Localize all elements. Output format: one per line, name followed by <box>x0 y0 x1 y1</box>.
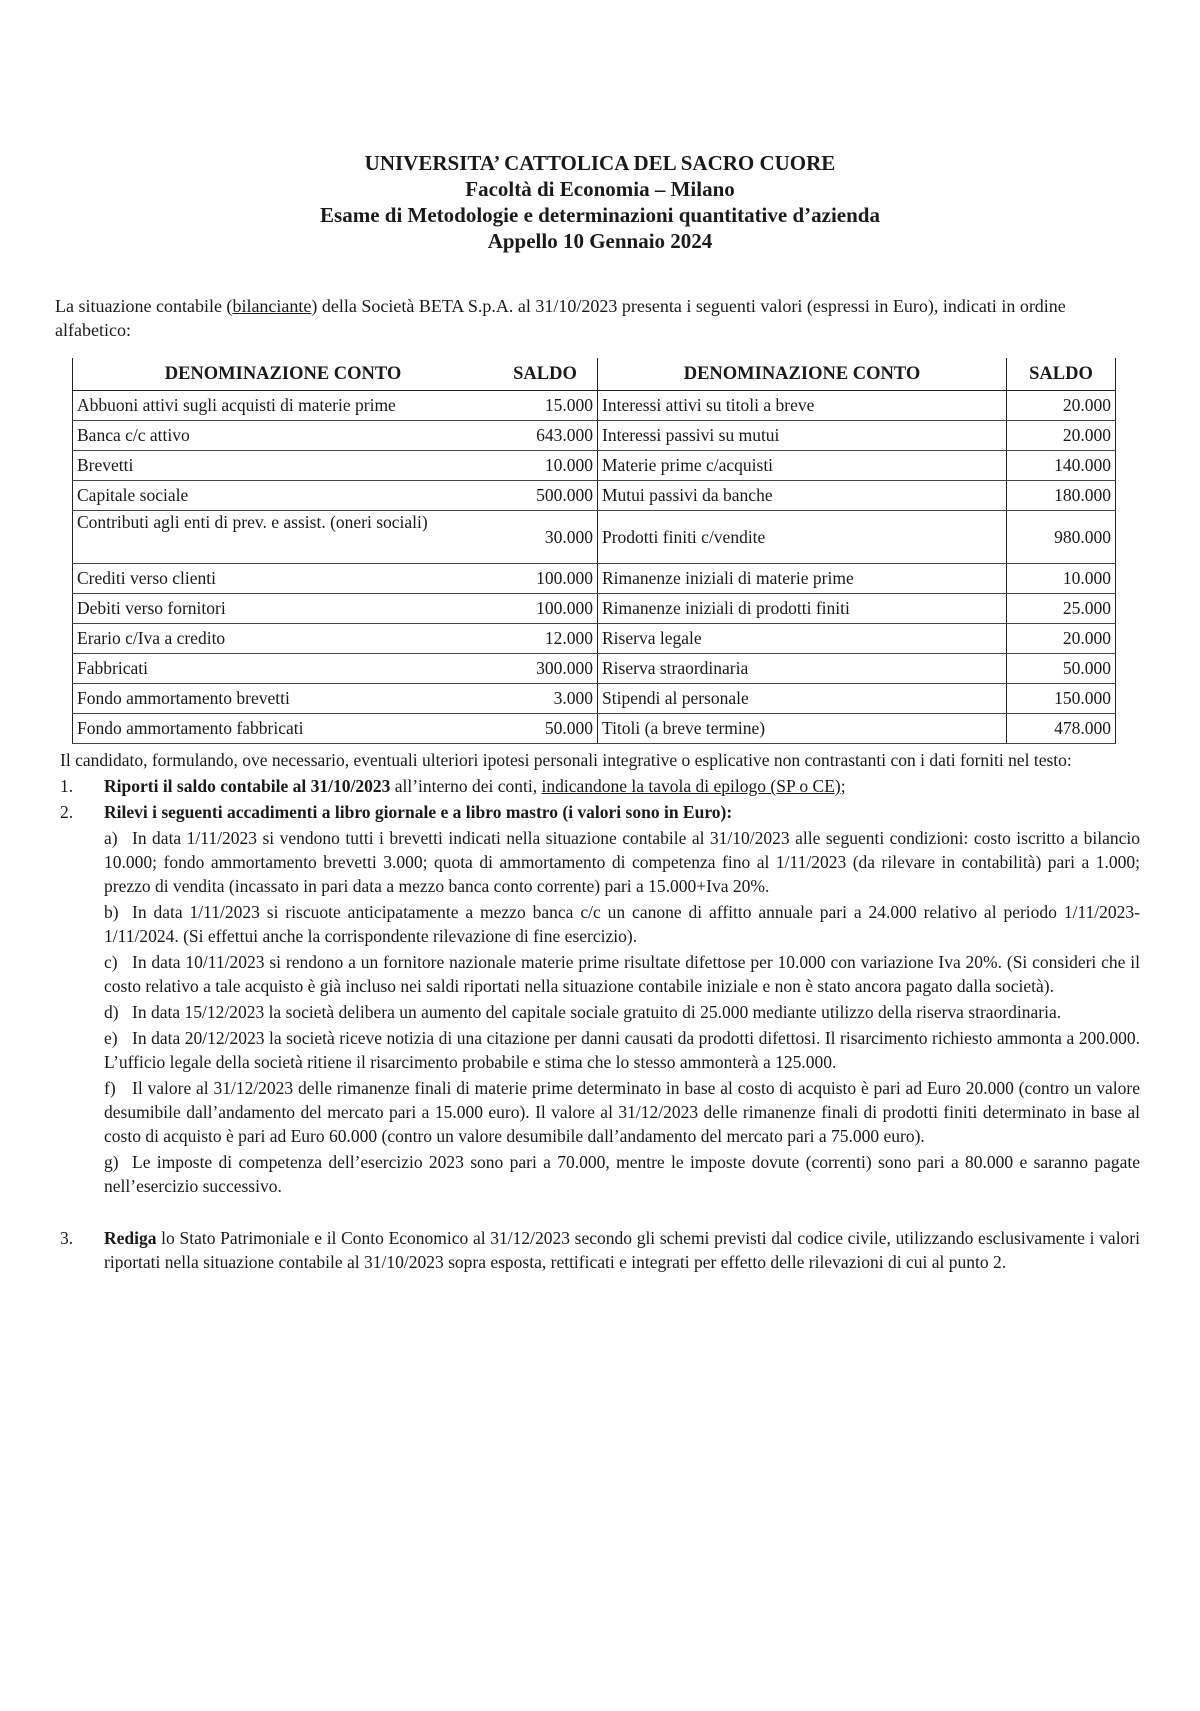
sub-item-text: In data 10/11/2023 si rendono a un fornitore nazionale materie prime risultate difettose per 10.000 con variazione Iva 20%. (Si consideri che il costo relativo a tale acquisto è già incluso nei saldi riportati nella situazione contabile iniziale e non è stato ancora pagato dalla società). <box>104 952 1140 996</box>
account-balance: 20.000 <box>1007 391 1116 421</box>
table-row <box>73 594 1116 624</box>
account-balance: 150.000 <box>1007 684 1116 714</box>
account-name: Fondo ammortamento fabbricati <box>73 714 494 744</box>
table-row <box>73 564 1116 594</box>
account-name: Rimanenze iniziali di prodotti finiti <box>598 594 1007 624</box>
account-name: Fabbricati <box>73 654 494 684</box>
exam-questions <box>60 748 1140 1274</box>
sub-item-b <box>104 900 1140 948</box>
header-balance-right: SALDO <box>1007 358 1116 391</box>
account-balance: 25.000 <box>1007 594 1116 624</box>
account-balance: 15.000 <box>493 391 598 421</box>
account-balance: 500.000 <box>493 481 598 511</box>
sub-item-label: c) <box>104 952 118 972</box>
sub-item-label: d) <box>104 1002 119 1022</box>
table-header-row <box>73 358 1116 391</box>
question-text: all’interno dei conti, <box>390 776 542 796</box>
account-name: Mutui passivi da banche <box>598 481 1007 511</box>
account-name: Crediti verso clienti <box>73 564 494 594</box>
table-row <box>73 391 1116 421</box>
table-row <box>73 624 1116 654</box>
account-name: Materie prime c/acquisti <box>598 451 1007 481</box>
table-row <box>73 511 1116 564</box>
sub-item-label: e) <box>104 1028 118 1048</box>
university-name: UNIVERSITA’ CATTOLICA DEL SACRO CUORE <box>364 151 836 175</box>
instructions-paragraph: Il candidato, formulando, ove necessario, eventuali ulteriori ipotesi personali integrative o esplicative non contrastanti con i dati forniti nel testo: <box>60 750 1072 770</box>
account-name: Riserva legale <box>598 624 1007 654</box>
account-name: Brevetti <box>73 451 494 481</box>
account-balance: 10.000 <box>1007 564 1116 594</box>
question-3 <box>60 1226 1140 1274</box>
question-1 <box>60 774 1140 798</box>
account-balance: 980.000 <box>1007 511 1116 564</box>
account-balance: 20.000 <box>1007 421 1116 451</box>
intro-underlined: bilanciante <box>232 296 312 316</box>
account-balance: 180.000 <box>1007 481 1116 511</box>
account-balance: 140.000 <box>1007 451 1116 481</box>
account-name: Capitale sociale <box>73 481 494 511</box>
account-balance: 10.000 <box>493 451 598 481</box>
question-bold-text: Rilevi i seguenti accadimenti a libro giornale e a libro mastro (i valori sono in Euro): <box>104 802 733 822</box>
sub-item-label: g) <box>104 1152 119 1172</box>
exam-session: Appello 10 Gennaio 2024 <box>487 229 713 253</box>
question-number: 1. <box>60 776 74 796</box>
account-name: Fondo ammortamento brevetti <box>73 684 494 714</box>
intro-text-start: La situazione contabile ( <box>55 296 233 316</box>
faculty-name: Facoltà di Economia – Milano <box>465 177 735 201</box>
question-text-end: ; <box>840 776 846 796</box>
table-row <box>73 714 1116 744</box>
account-name: Contributi agli enti di prev. e assist. (oneri sociali) <box>73 511 494 564</box>
sub-item-label: b) <box>104 902 119 922</box>
table-row <box>73 654 1116 684</box>
account-balance: 100.000 <box>493 564 598 594</box>
header-account-name-right: DENOMINAZIONE CONTO <box>598 358 1007 391</box>
sub-item-label: a) <box>104 828 118 848</box>
account-balance: 300.000 <box>493 654 598 684</box>
sub-item-text: Le imposte di competenza dell’esercizio 2023 sono pari a 70.000, mentre le imposte dovute (correnti) sono pari a 80.000 e saranno pagate nell’esercizio successivo. <box>104 1152 1140 1196</box>
sub-item-d <box>104 1000 1140 1024</box>
account-balance: 12.000 <box>493 624 598 654</box>
table-row <box>73 684 1116 714</box>
question-bold-text: Rediga <box>104 1228 157 1248</box>
question-2 <box>60 800 1140 824</box>
account-name: Riserva straordinaria <box>598 654 1007 684</box>
account-balance: 100.000 <box>493 594 598 624</box>
account-balance: 3.000 <box>493 684 598 714</box>
account-balance: 50.000 <box>493 714 598 744</box>
table-row <box>73 481 1116 511</box>
sub-item-text: In data 1/11/2023 si vendono tutti i brevetti indicati nella situazione contabile al 31/10/2023 alle seguenti condizioni: costo iscritto a bilancio 10.000; fondo ammortamento brevetti 3.000; quota di ammortamento di competenza fino al 1/11/2023 (da rilevare in contabilità) pari a 1.000; prezzo di vendita (incassato in pari data a mezzo banca conto corrente) pari a 15.000+Iva 20%. <box>104 828 1140 896</box>
document-header <box>0 150 1200 254</box>
account-name: Prodotti finiti c/vendite <box>598 511 1007 564</box>
exam-title: Esame di Metodologie e determinazioni quantitative d’azienda <box>320 203 880 227</box>
account-balance: 643.000 <box>493 421 598 451</box>
intro-paragraph <box>55 294 1135 342</box>
question-number: 2. <box>60 802 74 822</box>
sub-item-text: In data 20/12/2023 la società riceve notizia di una citazione per danni causati da prodotti difettosi. Il risarcimento richiesto ammonta a 200.000. L’ufficio legale della società ritiene il risarcimento probabile e stima che lo stesso ammonterà a 125.000. <box>104 1028 1140 1072</box>
account-name: Rimanenze iniziali di materie prime <box>598 564 1007 594</box>
sub-item-c <box>104 950 1140 998</box>
question-bold-text: Riporti il saldo contabile al 31/10/2023 <box>104 776 391 796</box>
table-row <box>73 451 1116 481</box>
sub-item-text: In data 1/11/2023 si riscuote anticipatamente a mezzo banca c/c un canone di affitto annuale pari a 24.000 relativo al periodo 1/11/2023-1/11/2024. (Si effettui anche la corrispondente rilevazione di fine esercizio). <box>104 902 1140 946</box>
sub-item-g <box>104 1150 1140 1198</box>
account-balance: 30.000 <box>493 511 598 564</box>
account-name: Banca c/c attivo <box>73 421 494 451</box>
account-name: Interessi attivi su titoli a breve <box>598 391 1007 421</box>
question-number: 3. <box>60 1228 74 1248</box>
sub-item-label: f) <box>104 1078 116 1098</box>
sub-item-f <box>104 1076 1140 1148</box>
header-account-name-left: DENOMINAZIONE CONTO <box>73 358 494 391</box>
accounts-table <box>72 358 1116 744</box>
account-name: Erario c/Iva a credito <box>73 624 494 654</box>
table-row <box>73 421 1116 451</box>
account-name: Debiti verso fornitori <box>73 594 494 624</box>
intro-text-end: ) della Società BETA S.p.A. al 31/10/2023 presenta i seguenti valori (espressi in Euro), indicati in ordine alfabetico: <box>55 296 1066 340</box>
account-name: Titoli (a breve termine) <box>598 714 1007 744</box>
account-name: Stipendi al personale <box>598 684 1007 714</box>
account-balance: 50.000 <box>1007 654 1116 684</box>
account-name: Abbuoni attivi sugli acquisti di materie prime <box>73 391 494 421</box>
account-name: Interessi passivi su mutui <box>598 421 1007 451</box>
question-text: lo Stato Patrimoniale e il Conto Economico al 31/12/2023 secondo gli schemi previsti dal codice civile, utilizzando esclusivamente i valori riportati nella situazione contabile al 31/10/2023 sopra esposta, rettificati e integrati per effetto delle rilevazioni di cui al punto 2. <box>104 1228 1140 1272</box>
account-balance: 478.000 <box>1007 714 1116 744</box>
sub-item-text: Il valore al 31/12/2023 delle rimanenze finali di materie prime determinato in base al costo di acquisto è pari ad Euro 20.000 (contro un valore desumibile dall’andamento del mercato pari a 15.000 euro). Il valore al 31/12/2023 delle rimanenze finali di prodotti finiti determinato in base al costo di acquisto è pari ad Euro 60.000 (contro un valore desumibile dall’andamento del mercato pari a 75.000 euro). <box>104 1078 1140 1146</box>
account-balance: 20.000 <box>1007 624 1116 654</box>
header-balance-left: SALDO <box>493 358 598 391</box>
sub-item-e <box>104 1026 1140 1074</box>
sub-item-a <box>104 826 1140 898</box>
sub-item-text: In data 15/12/2023 la società delibera un aumento del capitale sociale gratuito di 25.000 mediante utilizzo della riserva straordinaria. <box>132 1002 1062 1022</box>
question-underlined-text: indicandone la tavola di epilogo (SP o CE) <box>541 776 841 796</box>
